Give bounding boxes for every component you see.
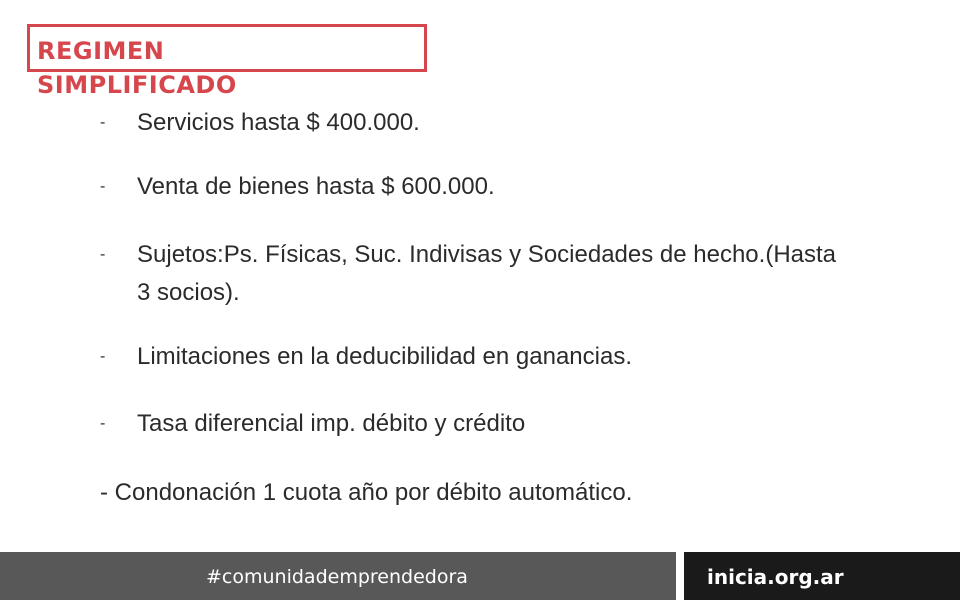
bullet-text: Servicios hasta $ 400.000. [137, 109, 420, 136]
bullet-text: Venta de bienes hasta $ 600.000. [137, 173, 495, 200]
slide-title [37, 34, 237, 102]
bullet-dash: - [100, 415, 106, 432]
slide-title-line-1: REGIMEN [37, 37, 165, 65]
bullet-text: Tasa diferencial imp. débito y crédito [137, 410, 526, 437]
bullet-dash: - [100, 114, 106, 131]
bullet-text: Sujetos:Ps. Físicas, Suc. Indivisas y Sociedades de hecho.(Hasta 3 socios). [137, 241, 837, 306]
footer-divider [676, 552, 684, 600]
footer-site-link[interactable]: inicia.org.ar [707, 565, 844, 589]
bullet-dash: - [100, 178, 106, 195]
bullet-dash: - [100, 246, 106, 263]
bullet-dash: - [100, 348, 106, 365]
footer-hashtag: #comunidademprendedora [206, 566, 468, 588]
slide-title-line-2: SIMPLIFICADO [37, 71, 237, 99]
trailing-note: - Condonación 1 cuota año por débito automático. [100, 479, 633, 506]
bullet-text: Limitaciones en la deducibilidad en ganancias. [137, 343, 632, 370]
